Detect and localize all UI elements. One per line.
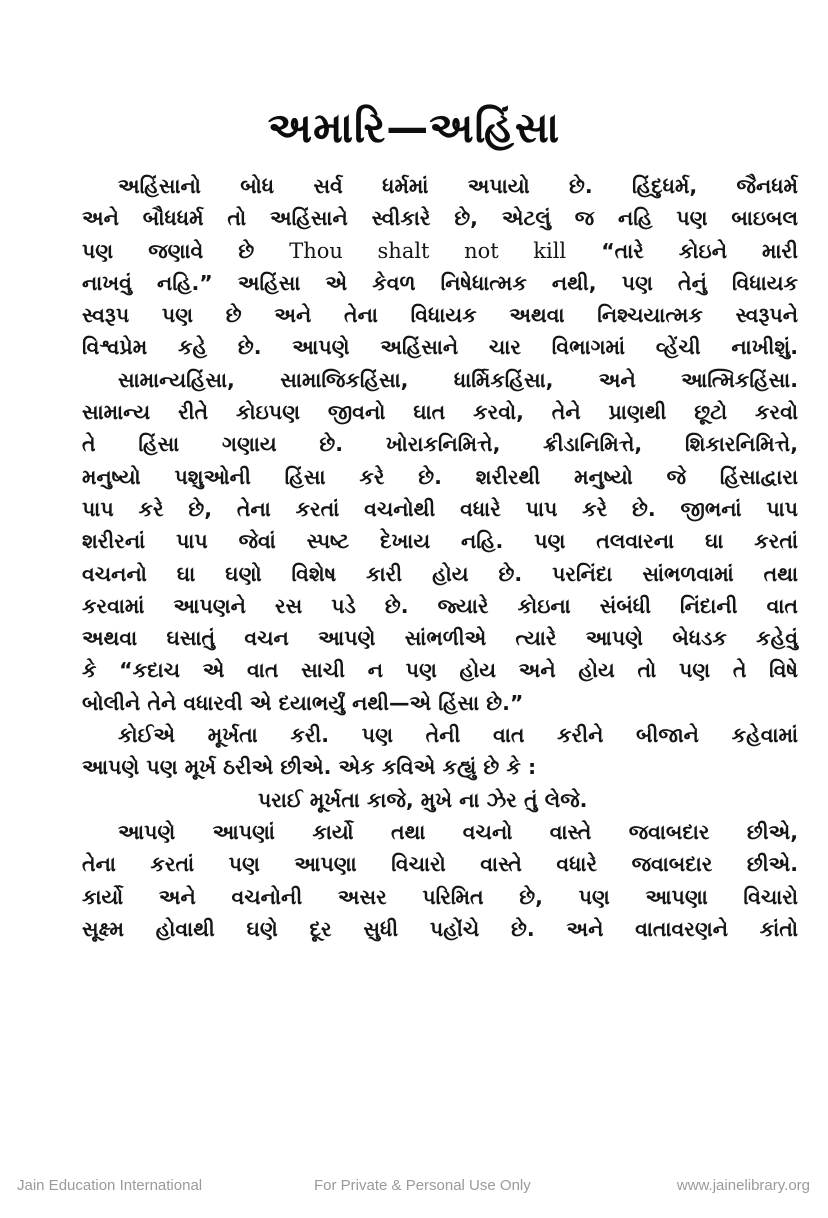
footer-publisher: Jain Education International bbox=[17, 1177, 203, 1194]
verse-line: પરાઈ મૂર્ખતા કાજે, મુખે ના ઝેર તું લેજે. bbox=[258, 787, 588, 812]
text-line: વચનનો ઘા ઘણો વિશેષ કારી હોય છે. પરનિંદા સાંભળવામાં તથા bbox=[82, 561, 798, 586]
footer-website-link[interactable]: www.jainelibrary.org bbox=[676, 1177, 810, 1194]
text-line: કાર્યો અને વચનોની અસર પરિમિત છે, પણ આપણા વિચારો bbox=[82, 884, 798, 909]
text-segment: “તારે કોઇને મારી bbox=[566, 238, 798, 263]
text-line: તેના કરતાં પણ આપણા વિચારો વાસ્તે વધારે જવાબદાર છીએ. bbox=[82, 852, 798, 877]
page-title: અમારિ—અહિંસા bbox=[267, 103, 561, 152]
text-segment: પણ જણાવે છે bbox=[82, 238, 290, 263]
text-line: બોલીને તેને વધારવી એ દયાભર્યું નથી—એ હિંસા છે.” bbox=[82, 690, 524, 715]
text-line: આપણે પણ મૂર્ખ ઠરીએ છીએ. એક કવિએ કહ્યું છે કે : bbox=[82, 755, 537, 780]
text-line: સામાન્ય રીતે કોઇપણ જીવનો ઘાત કરવો, તેને પ્રાણથી છૂટો કરવો bbox=[82, 400, 798, 425]
text-line: કે “કદાચ એ વાત સાચી ન પણ હોય અને હોય તો પણ તે વિષે bbox=[82, 658, 798, 683]
text-line: તે હિંસા ગણાય છે. ખોરાકનિમિત્તે, ક્રીડાનિમિત્તે, શિકારનિમિત્તે, bbox=[82, 432, 798, 457]
text-line: સામાન્યહિંસા, સામાજિકહિંસા, ધાર્મિકહિંસા, અને આત્મિકહિંસા. bbox=[118, 367, 798, 392]
text-line: સૂક્ષ્મ હોવાથી ઘણે દૂર સુધી પહોંચે છે. અને વાતાવરણને કાંતો bbox=[82, 916, 798, 941]
text-line: નાખવું નહિ.” અહિંસા એ કેવળ નિષેધાત્મક નથી, પણ તેનું વિધાયક bbox=[82, 270, 798, 295]
text-line: સ્વરૂપ પણ છે અને તેના વિધાયક અથવા નિશ્ચયાત્મક સ્વરૂપને bbox=[82, 303, 798, 328]
text-line: અને બૌધધર્મ તો અહિંસાને સ્વીકારે છે, એટલું જ નહિ પણ બાઇબલ bbox=[82, 206, 798, 231]
text-line: મનુષ્યો પશુઓની હિંસા કરે છે. શરીરથી મનુષ્યો જે હિંસાદ્વારા bbox=[82, 464, 798, 489]
text-line: આપણે આપણાં કાર્યો તથા વચનો વાસ્તે જવાબદાર છીએ, bbox=[118, 819, 798, 844]
text-line: અથવા ઘસાતું વચન આપણે સાંભળીએ ત્યારે આપણે બેધડક કહેવું bbox=[82, 626, 798, 651]
text-line: કોઈએ મૂર્ખતા કરી. પણ તેની વાત કરીને બીજાને કહેવામાં bbox=[118, 723, 798, 748]
text-line: વિશ્વપ્રેમ કહે છે. આપણે અહિંસાને ચાર વિભાગમાં વ્હેંચી નાખીશું. bbox=[82, 335, 798, 360]
text-line: શરીરનાં પાપ જેવાં સ્પષ્ટ દેખાય નહિ. પણ તલવારના ઘા કરતાં bbox=[82, 529, 798, 554]
text-line-mixed bbox=[82, 235, 798, 267]
page-footer bbox=[0, 1177, 828, 1201]
text-line: પાપ કરે છે, તેના કરતાં વચનોથી વધારે પાપ કરે છે. જીભનાં પાપ bbox=[82, 496, 798, 521]
english-quote: Thou shalt not kill bbox=[289, 238, 567, 263]
text-line: કરવામાં આપણને રસ પડે છે. જ્યારે કોઇના સંબંધી નિંદાની વાત bbox=[82, 593, 798, 618]
footer-usage-note: For Private & Personal Use Only bbox=[314, 1177, 531, 1194]
text-line: અહિંસાનો બોધ સર્વ ધર્મમાં અપાયો છે. હિંદુધર્મ, જૈનધર્મ bbox=[118, 174, 798, 198]
body-text bbox=[82, 170, 798, 945]
